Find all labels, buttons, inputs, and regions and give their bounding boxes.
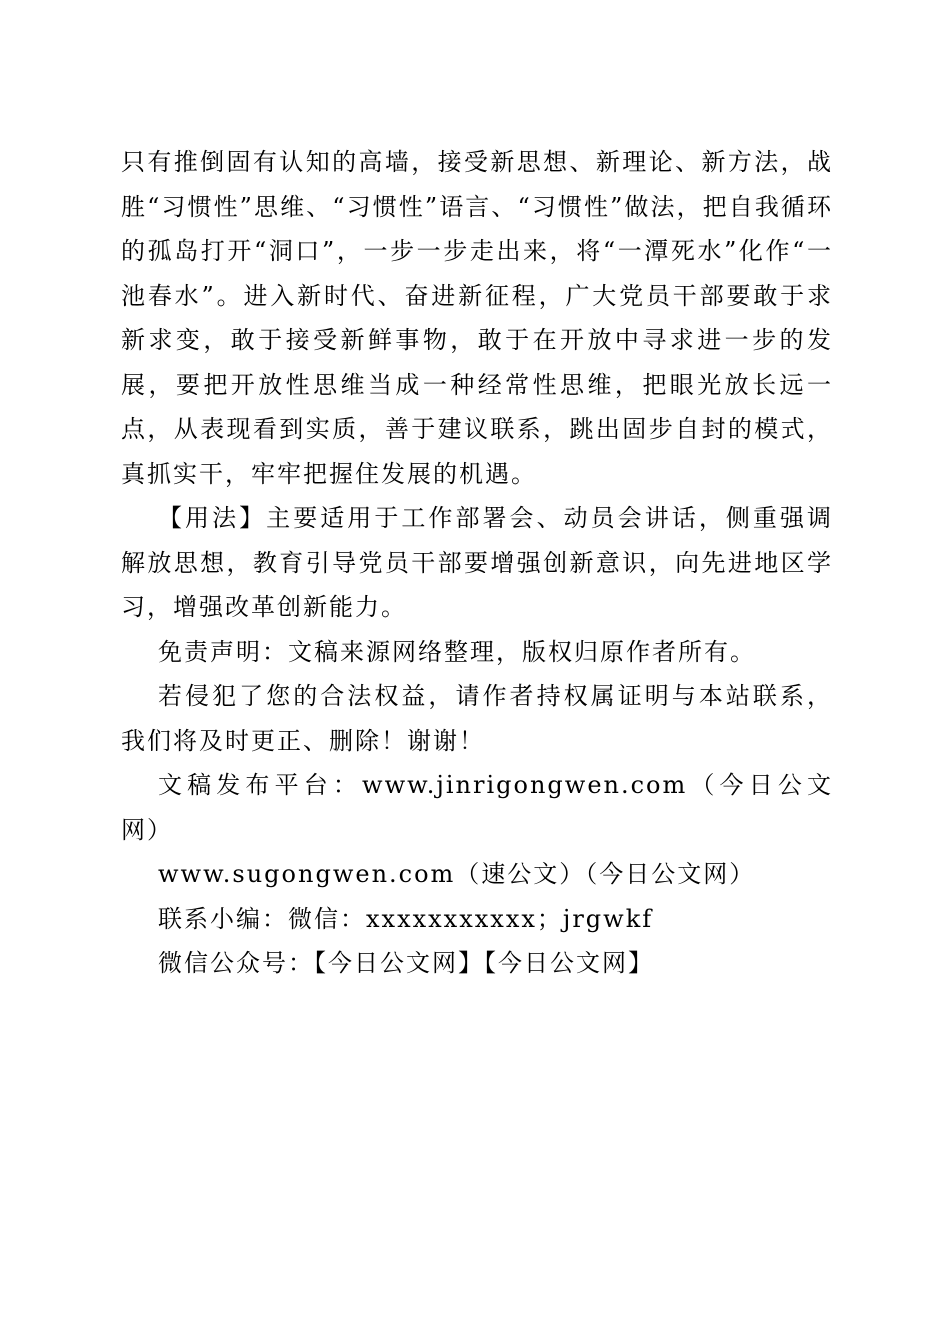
contact-line: 联系小编：微信：xxxxxxxxxxx；jrgwkf: [158, 904, 654, 933]
disclaimer-statement: 免责声明：文稿来源网络整理，版权归原作者所有。: [158, 637, 756, 666]
usage-paragraph: 【用法】主要适用于工作部署会、动员会讲话，侧重强调解放思想，教育引导党员干部要增强创新意识，向先进地区学习，增强改革创新能力。: [121, 504, 833, 621]
platform-line: 文稿发布平台：www.jinrigongwen.com（今日公文网）: [121, 771, 833, 844]
wechat-account-line: 微信公众号：【今日公文网】【今日公文网】: [158, 949, 654, 977]
body-paragraph: 只有推倒固有认知的高墙，接受新思想、新理论、新方法，战胜“习惯性”思维、“习惯性”语言、“习惯性”做法，把自我循环的孤岛打开“洞口”，一步一步走出来，将“一潭死水”化作“一池春水”。进入新时代、奋进新征程，广大党员干部要敢于求新求变，敢于接受新鲜事物，敢于在开放中寻求进一步的发展，要把开放性思维当成一种经常性思维，把眼光放长远一点，从表现看到实质，善于建议联系，跳出固步自封的模式，真抓实干，牢牢把握住发展的机遇。: [121, 148, 833, 488]
infringement-notice: 若侵犯了您的合法权益，请作者持权属证明与本站联系，我们将及时更正、删除！谢谢！: [121, 682, 833, 755]
site-line: www.sugongwen.com（速公文）（今日公文网）: [158, 860, 756, 888]
document-body: [121, 140, 833, 986]
